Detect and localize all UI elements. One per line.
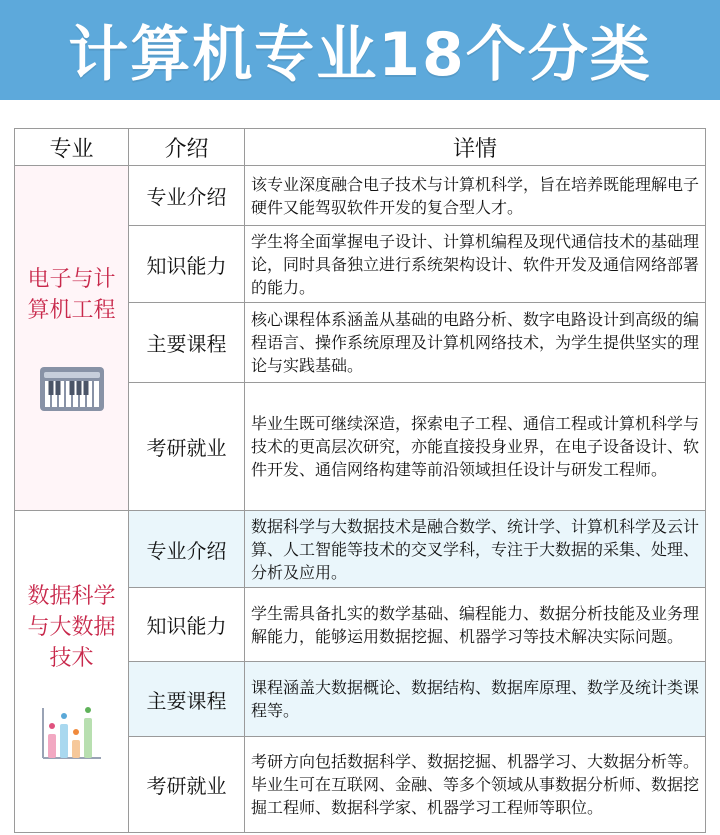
- major-name: 数据科学与大数据技术: [27, 584, 116, 671]
- page-title: 计算机专业18个分类: [68, 20, 652, 90]
- detail-cell: 核心课程体系涵盖从基础的电路分析、数字电路设计到高级的编程语言、操作系统原理及计算机网络技术，为学生提供坚实的理论与实践基础。: [245, 303, 706, 383]
- header-major: 专业: [15, 129, 129, 166]
- detail-cell: 学生将全面掌握电子设计、计算机编程及现代通信技术的基础理论，同时具备独立进行系统架构设计、软件开发及通信网络部署的能力。: [245, 226, 706, 303]
- table-row: [15, 511, 706, 588]
- keyboard-icon: [39, 366, 105, 412]
- topic-cell: 专业介绍: [129, 166, 245, 226]
- topic-cell: 主要课程: [129, 662, 245, 737]
- table-header-row: [15, 129, 706, 166]
- topic-cell: 专业介绍: [129, 511, 245, 588]
- topic-cell: 考研就业: [129, 383, 245, 511]
- detail-cell: 数据科学与大数据技术是融合数学、统计学、计算机科学及云计算、人工智能等技术的交叉学科，专注于大数据的采集、处理、分析及应用。: [245, 511, 706, 588]
- header-intro: 介绍: [129, 129, 245, 166]
- chart-icon: [39, 704, 105, 762]
- topic-cell: 知识能力: [129, 588, 245, 662]
- major-cell: [15, 511, 129, 833]
- major-name: 电子与计算机工程: [27, 267, 116, 323]
- header-detail: 详情: [245, 129, 706, 166]
- detail-cell: 学生需具备扎实的数学基础、编程能力、数据分析技能及业务理解能力，能够运用数据挖掘、机器学习等技术解决实际问题。: [245, 588, 706, 662]
- detail-cell: 课程涵盖大数据概论、数据结构、数据库原理、数学及统计类课程等。: [245, 662, 706, 737]
- topic-cell: 考研就业: [129, 737, 245, 833]
- section-electronic-computer-engineering: [15, 166, 706, 511]
- detail-cell: 该专业深度融合电子技术与计算机科学，旨在培养既能理解电子硬件又能驾驭软件开发的复合型人才。: [245, 166, 706, 226]
- major-cell: [15, 166, 129, 511]
- table-row: [15, 166, 706, 226]
- topic-cell: 主要课程: [129, 303, 245, 383]
- detail-cell: 毕业生既可继续深造，探索电子工程、通信工程或计算机科学与技术的更高层次研究，亦能直接投身业界，在电子设备设计、软件开发、通信网络构建等前沿领域担任设计与研发工程师。: [245, 383, 706, 511]
- title-banner: [0, 0, 720, 100]
- detail-cell: 考研方向包括数据科学、数据挖掘、机器学习、大数据分析等。毕业生可在互联网、金融、等多个领域从事数据分析师、数据挖掘工程师、数据科学家、机器学习工程师等职位。: [245, 737, 706, 833]
- topic-cell: 知识能力: [129, 226, 245, 303]
- major-table: [14, 128, 706, 833]
- section-data-science: [15, 511, 706, 833]
